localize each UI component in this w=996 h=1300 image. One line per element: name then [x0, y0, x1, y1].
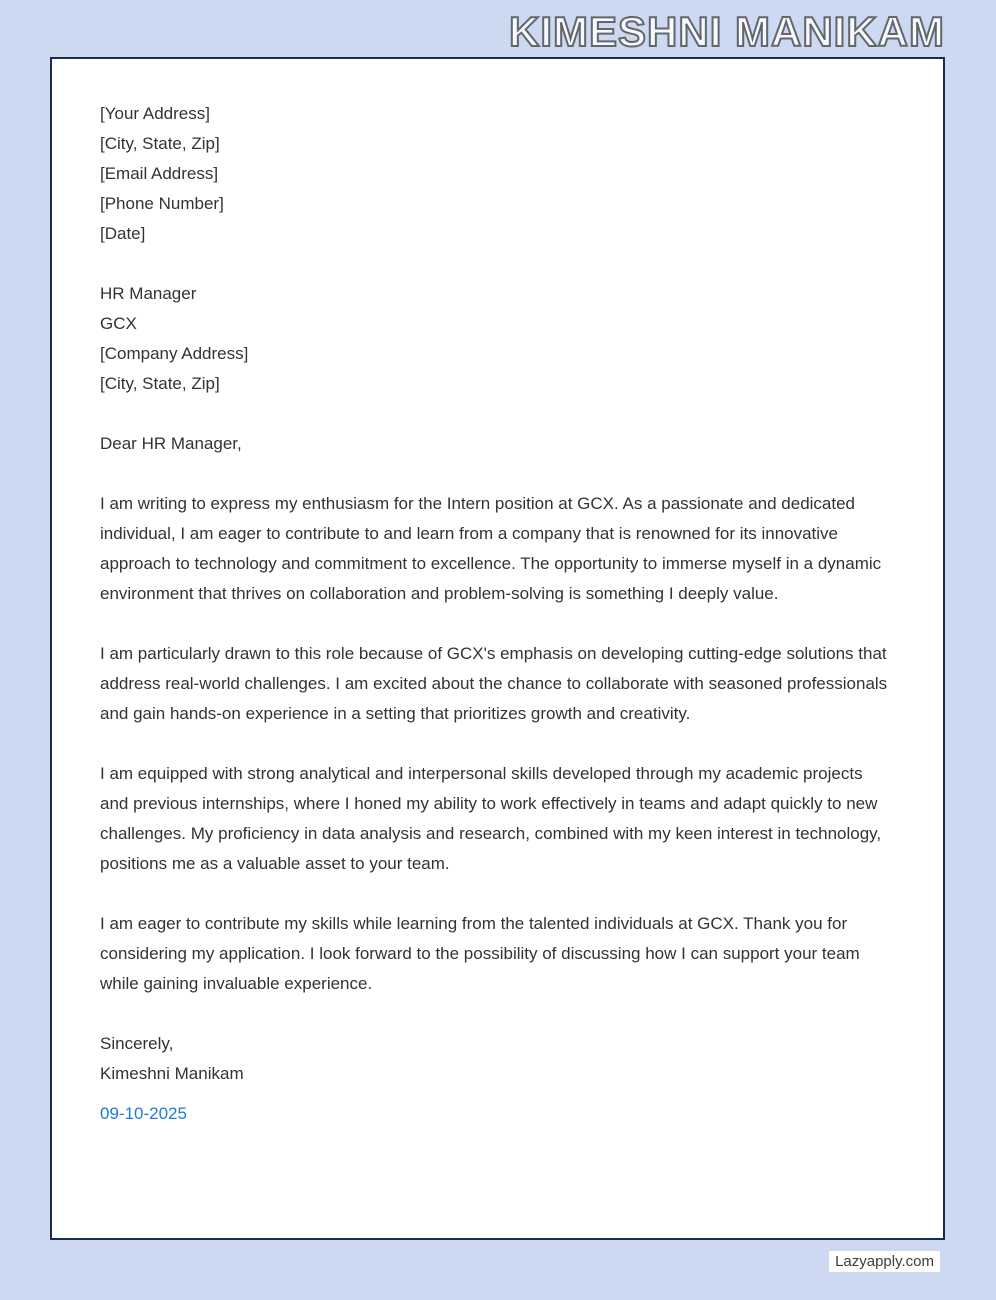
paragraph-thanks: I am eager to contribute my skills while learning from the talented individuals at GCX. Thank you for considering my application. I look forward to the possibility of discussing how I can support your team while gaining invaluable experience. [100, 914, 860, 993]
signature-date-link[interactable]: 09-10-2025 [100, 1104, 187, 1123]
recipient-title-line: HR Manager [100, 284, 197, 303]
recipient-address-line: [Company Address] [100, 344, 249, 363]
paragraph-skills: I am equipped with strong analytical and interpersonal skills developed through my academic projects and previous internships, where I honed my ability to work effectively in teams and adapt quickly to new challenges. My proficiency in data analysis and research, combined with my keen interest in technology, positions me as a valuable asset to your team. [100, 764, 882, 873]
sender-email-line: [Email Address] [100, 164, 219, 183]
signature-block [100, 1029, 895, 1129]
sender-date-line: [Date] [100, 224, 146, 243]
paragraph-motivation: I am particularly drawn to this role because of GCX's emphasis on developing cutting-edge solutions that address real-world challenges. I am excited about the chance to collaborate with seasoned professionals and gain hands-on experience in a setting that prioritizes growth and creativity. [100, 644, 888, 723]
sender-address-block [100, 99, 895, 249]
cover-letter-document [50, 57, 945, 1240]
paragraph-intro: I am writing to express my enthusiasm for the Intern position at GCX. As a passionate and dedicated individual, I am eager to contribute to and learn from a company that is renowned for its innovative approach to technology and commitment to excellence. The opportunity to immerse myself in a dynamic environment that thrives on collaboration and problem-solving is something I deeply value. [100, 494, 882, 603]
recipient-city-line: [City, State, Zip] [100, 374, 220, 393]
sender-phone-line: [Phone Number] [100, 194, 224, 213]
closing-line: Sincerely, [100, 1034, 174, 1053]
signature-name: Kimeshni Manikam [100, 1064, 244, 1083]
sender-city-line: [City, State, Zip] [100, 134, 220, 153]
lazyapply-watermark-link[interactable]: Lazyapply.com [829, 1251, 940, 1272]
sender-address-line: [Your Address] [100, 104, 210, 123]
candidate-name-heading: KIMESHNI MANIKAM [509, 8, 945, 55]
salutation: Dear HR Manager, [100, 434, 242, 453]
recipient-address-block [100, 279, 895, 399]
recipient-company-line: GCX [100, 314, 137, 333]
letter-body [100, 99, 895, 1129]
